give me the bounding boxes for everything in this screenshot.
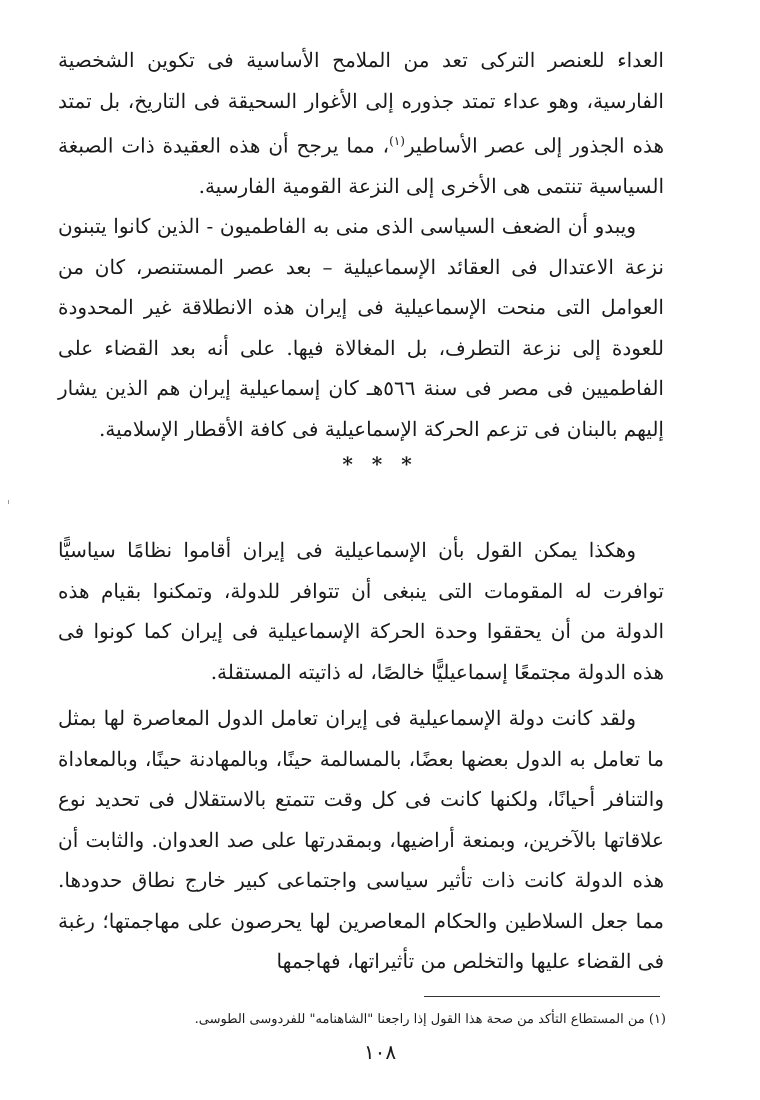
- paragraph-4: [58, 698, 664, 982]
- footnote-divider: [424, 996, 660, 997]
- paragraph-1-text: العداء للعنصر التركى تعد من الملامح الأساسية فى تكوين الشخصية الفارسية، وهو عداء تمتد جذوره إلى الأغوار السحيقة فى التاريخ، بل تمتد هذه الجذور إلى عصر الأساطير: [58, 48, 664, 158]
- page-number: ١٠٨: [363, 1040, 397, 1064]
- paragraph-4-text: ولقد كانت دولة الإسماعيلية فى إيران تعامل الدول المعاصرة لها بمثل ما تعامل به الدول بعضها بعضًا، بالمسالمة حينًا، وبالمهادنة حينًا، وبالمعاداة والتنافر أحيانًا، ولكنها كانت فى كل وقت تتمتع بالاستقلال فى تحديد نوع علاقاتها بالآخرين، وبمنعة أراضيها، وبمقدرتها على صد العدوان. والثابت أن هذه الدولة كانت ذات تأثير سياسى واجتماعى كبير خارج نطاق حدودها. مما جعل السلاطين والحكام المعاصرين لها يحرصون على مهاجمتها؛ رغبة فى القضاء عليها والتخلص من تأثيراتها، فهاجمها: [58, 706, 664, 973]
- footnote-reference: (١): [389, 134, 405, 148]
- paragraph-continuation: [58, 40, 664, 207]
- footnote: (١) من المستطاع التأكد من صحة هذا القول إذا راجعنا "الشاهنامه" للفردوسى الطوسى.: [194, 1012, 666, 1027]
- paragraph-3: [58, 530, 664, 692]
- scan-mark: [8, 500, 9, 504]
- paragraph-1-end: ، مما يرجح أن هذه العقيدة ذات الصبغة السياسية تنتمى هى الأخرى إلى النزعة القومية الفارسية.: [58, 133, 664, 199]
- paragraph-2: [58, 206, 664, 449]
- paragraph-3-text: وهكذا يمكن القول بأن الإسماعيلية فى إيران أقاموا نظامًا سياسيًّا توافرت له المقومات التى ينبغى أن تتوافر للدولة، وتمكنوا بقيام هذه الدولة من أن يحققوا وحدة الحركة الإسماعيلية فى إيران كما كونوا فى هذه الدولة مجتمعًا إسماعيليًّا خالصًا، له ذاتيته المستقلة.: [58, 538, 664, 684]
- section-separator: * * *: [342, 452, 418, 476]
- paragraph-2-text: ويبدو أن الضعف السياسى الذى منى به الفاطميون - الذين كانوا يتبنون نزعة الاعتدال فى العقائد الإسماعيلية – بعد عصر المستنصر، كان من العوامل التى منحت الإسماعيلية فى إيران هذه الانطلاقة غير المحدودة للعودة إلى نزعة التطرف، بل المغالاة فيها. على أنه بعد القضاء على الفاطميين فى مصر فى سنة ٥٦٦هـ كان إسماعيلية إيران هم الذين يشار إليهم بالبنان فى تزعم الحركة الإسماعيلية فى كافة الأقطار الإسلامية.: [58, 214, 664, 441]
